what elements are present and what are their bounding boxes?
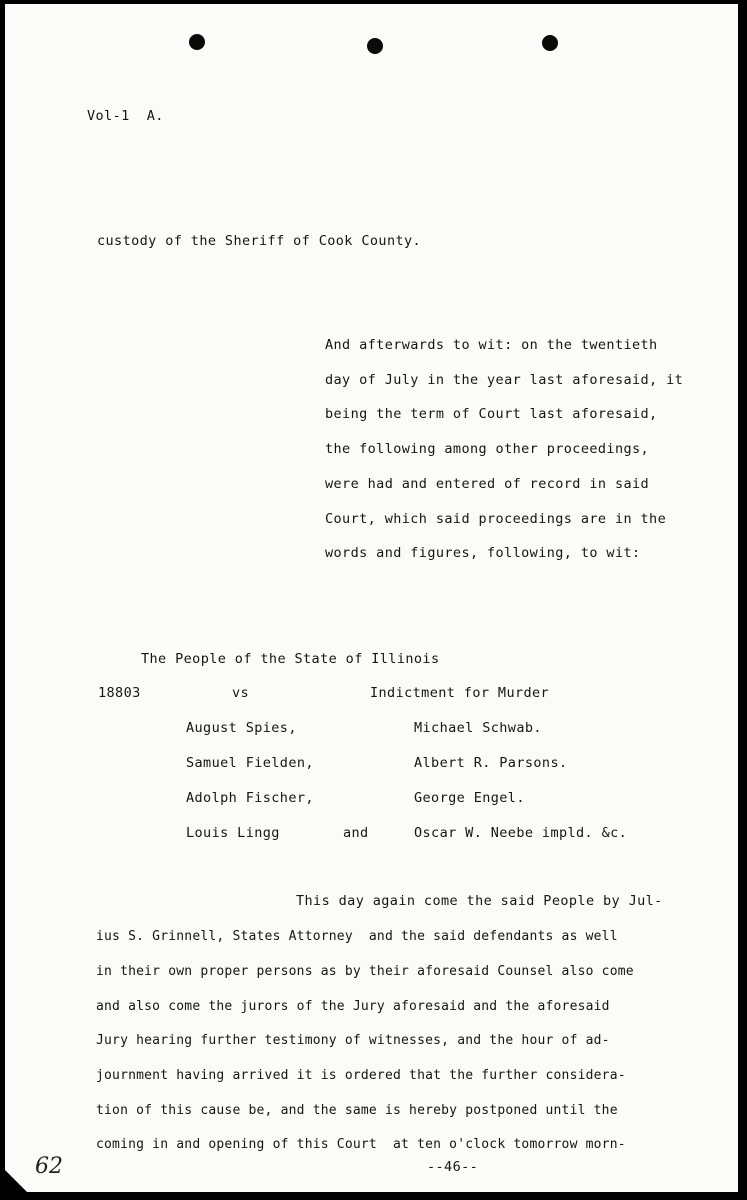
volume-label: Vol-1 A. [87,108,164,124]
opening-line: custody of the Sheriff of Cook County. [97,233,422,249]
para2-line: coming in and opening of this Court at ten o'clock tomorrow morn- [96,1137,626,1152]
page-number: --46-- [427,1159,479,1175]
defendant-right: Albert R. Parsons. [414,755,568,771]
case-number: 18803 [98,685,141,701]
handwritten-page-number: 62 [35,1154,63,1179]
punch-hole-center [367,38,383,54]
para1-line: being the term of Court last aforesaid, [325,406,658,422]
case-and: and [343,825,369,841]
para2-line: Jury hearing further testimony of witnesses, and the hour of ad- [96,1033,610,1048]
defendant-right: George Engel. [414,790,525,806]
defendant-right: Michael Schwab. [414,720,542,736]
para2-line: and also come the jurors of the Jury aforesaid and the aforesaid [96,999,610,1014]
para1-line: words and figures, following, to wit: [325,545,641,561]
page-corner [5,1170,27,1192]
punch-hole-left [189,34,205,50]
defendant-left: Adolph Fischer, [186,790,314,806]
defendant-left: August Spies, [186,720,297,736]
punch-hole-right [542,35,558,51]
para1-line: And afterwards to wit: on the twentieth [325,337,658,353]
para1-line: the following among other proceedings, [325,441,650,457]
para2-line: in their own proper persons as by their aforesaid Counsel also come [96,964,634,979]
case-vs: vs [232,685,250,701]
para1-line: day of July in the year last aforesaid, it [325,372,684,388]
para2-line: tion of this cause be, and the same is hereby postponed until the [96,1103,618,1118]
para1-line: were had and entered of record in said [325,476,650,492]
defendant-left: Louis Lingg [186,825,280,841]
case-title: The People of the State of Illinois [141,651,440,667]
case-charge: Indictment for Murder [370,685,550,701]
defendant-right: Oscar W. Neebe impld. &c. [414,825,628,841]
para1-line: Court, which said proceedings are in the [325,511,667,527]
para2-line: This day again come the said People by Jul- [296,893,663,909]
document-page [5,4,738,1192]
para2-line: journment having arrived it is ordered that the further considera- [96,1068,626,1083]
defendant-left: Samuel Fielden, [186,755,314,771]
para2-line: ius S. Grinnell, States Attorney and the said defendants as well [96,929,618,944]
